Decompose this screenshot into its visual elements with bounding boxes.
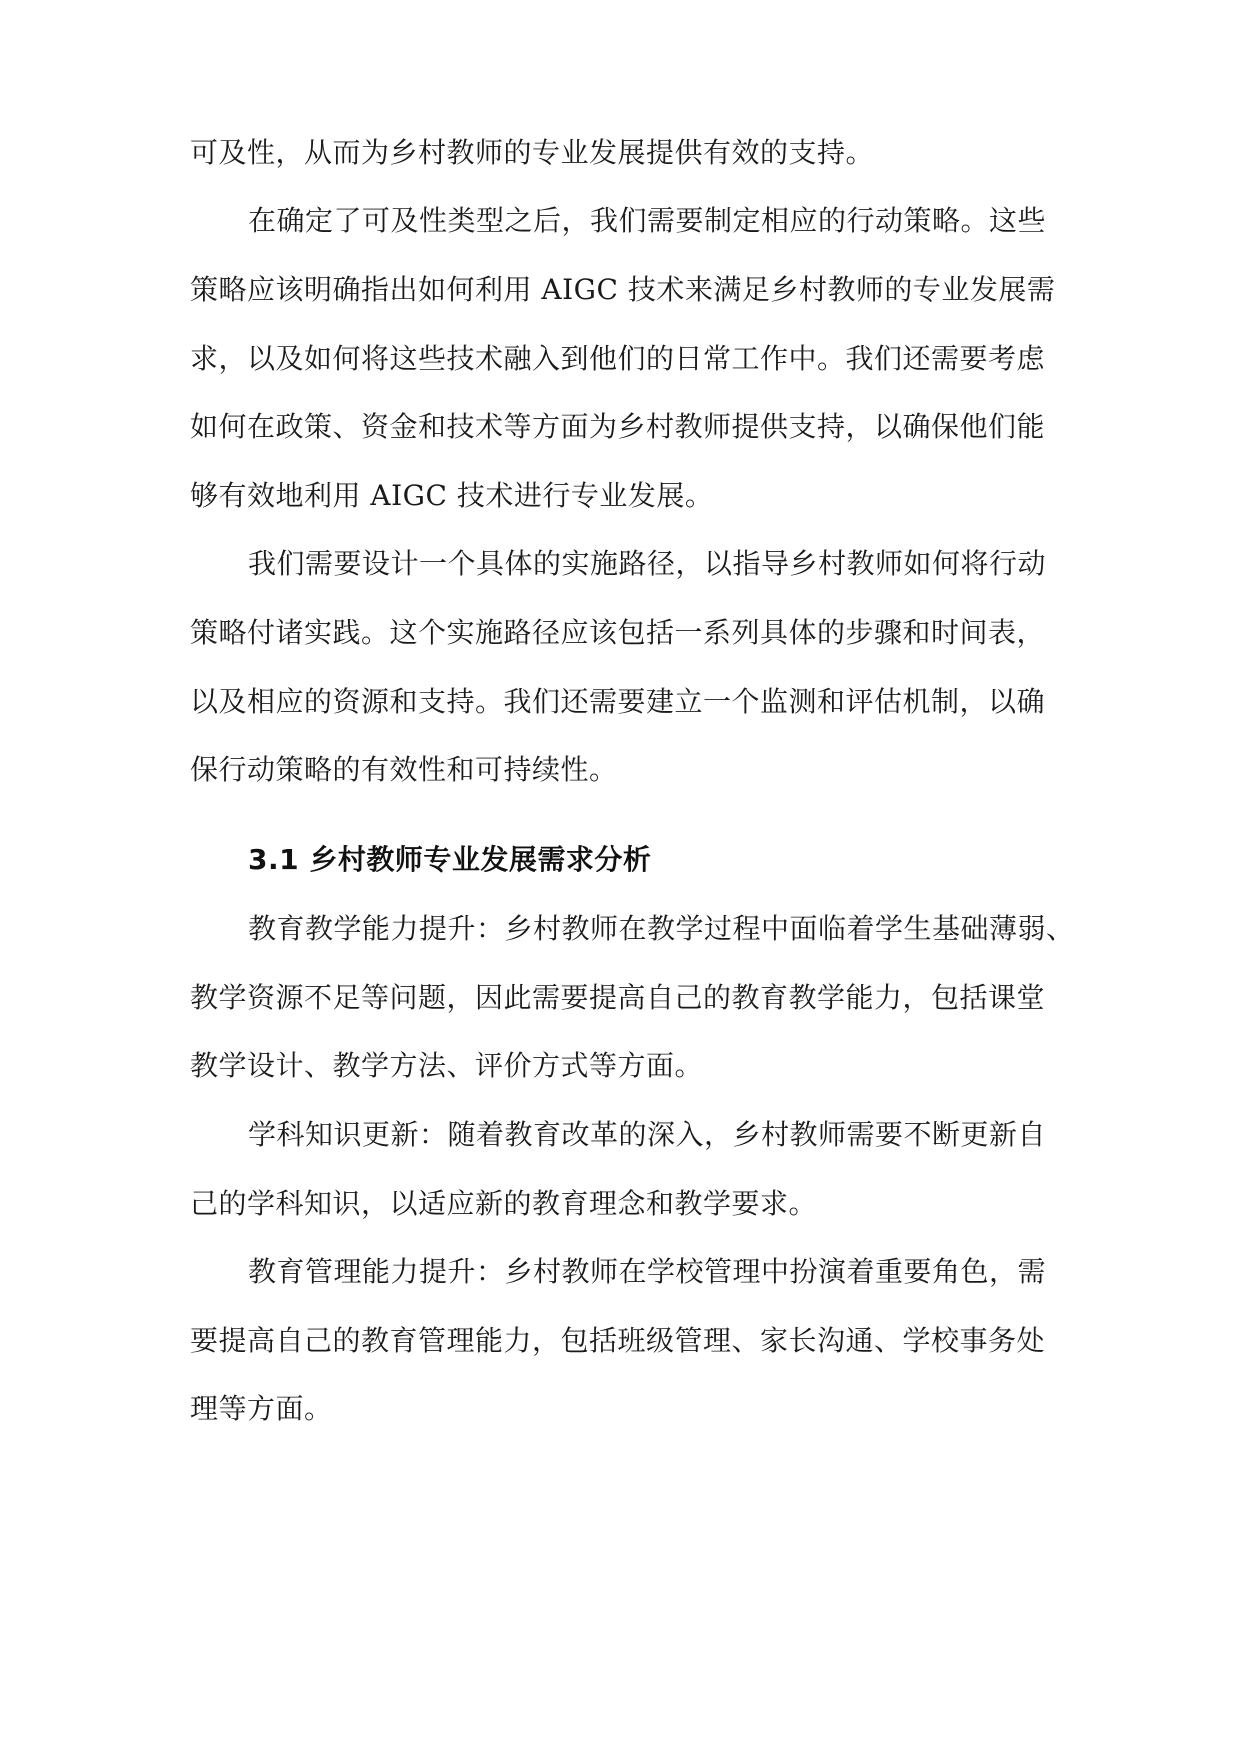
paragraph-line: 策略应该明确指出如何利用 AIGC 技术来满足乡村教师的专业发展需 [190, 273, 1056, 306]
paragraph-line: 求，以及如何将这些技术融入到他们的日常工作中。我们还需要考虑 [190, 342, 1046, 375]
paragraph-line: 要提高自己的教育管理能力，包括班级管理、家长沟通、学校事务处 [190, 1324, 1046, 1357]
paragraph-line: 教学资源不足等问题，因此需要提高自己的教育教学能力，包括课堂 [190, 981, 1046, 1014]
paragraph-line: 教育管理能力提升：乡村教师在学校管理中扮演着重要角色，需 [248, 1255, 1047, 1288]
paragraph-line: 学科知识更新：随着教育改革的深入，乡村教师需要不断更新自 [248, 1118, 1047, 1151]
paragraph-line: 策略付诸实践。这个实施路径应该包括一系列具体的步骤和时间表， [190, 616, 1046, 649]
section-heading: 3.1 乡村教师专业发展需求分析 [248, 843, 652, 876]
paragraph-line: 理等方面。 [190, 1392, 333, 1425]
paragraph-line: 够有效地利用 AIGC 技术进行专业发展。 [190, 479, 714, 512]
paragraph-line: 教育教学能力提升：乡村教师在教学过程中面临着学生基础薄弱、 [248, 912, 1075, 945]
paragraph-line: 如何在政策、资金和技术等方面为乡村教师提供支持，以确保他们能 [190, 410, 1046, 443]
paragraph-line: 可及性，从而为乡村教师的专业发展提供有效的支持。 [190, 136, 875, 169]
paragraph-line: 以及相应的资源和支持。我们还需要建立一个监测和评估机制，以确 [190, 685, 1046, 718]
paragraph-line: 保行动策略的有效性和可持续性。 [190, 753, 618, 786]
paragraph-line: 教学设计、教学方法、评价方式等方面。 [190, 1049, 704, 1082]
paragraph-line: 在确定了可及性类型之后，我们需要制定相应的行动策略。这些 [248, 204, 1047, 237]
paragraph-line: 我们需要设计一个具体的实施路径，以指导乡村教师如何将行动 [248, 547, 1047, 580]
paragraph-line: 己的学科知识，以适应新的教育理念和教学要求。 [190, 1187, 818, 1220]
